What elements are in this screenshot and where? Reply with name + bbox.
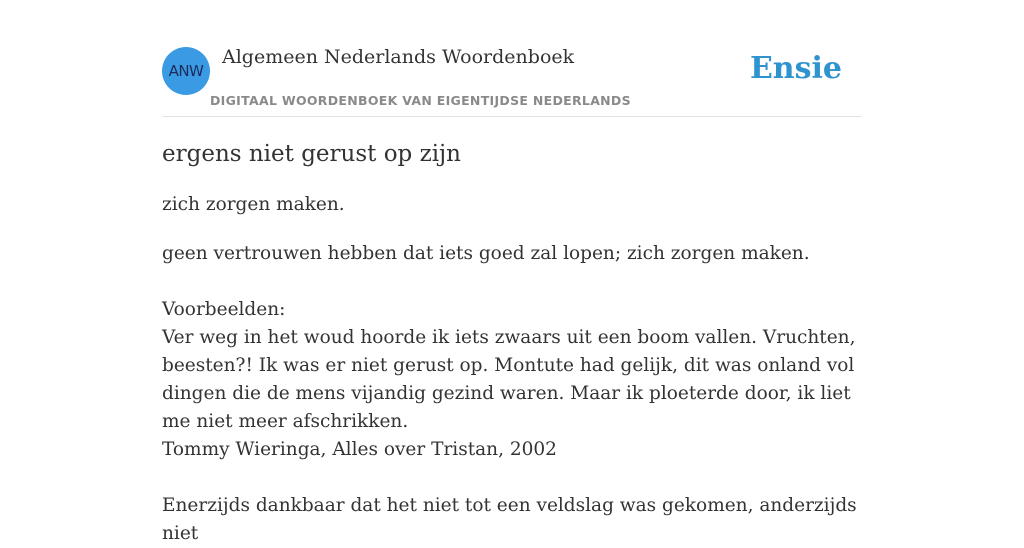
examples-label: Voorbeelden: (162, 299, 286, 320)
spacer (162, 464, 862, 492)
example-text: Enerzijds dankbaar dat het niet tot een veldslag was gekomen, anderzijds niet (162, 495, 857, 544)
site-subtitle: DIGITAAL WOORDENBOEK VAN EIGENTIJDSE NEDERLANDS (210, 93, 631, 108)
ensie-brand-link[interactable]: Ensie (749, 51, 842, 86)
short-definition: zich zorgen maken. (162, 194, 345, 215)
definition-block (162, 240, 862, 548)
spacer (162, 268, 862, 296)
page (162, 0, 862, 544)
site-title[interactable]: Algemeen Nederlands Woordenboek (222, 46, 575, 68)
anw-logo[interactable]: ANW (162, 47, 210, 95)
example-text: Ver weg in het woud hoorde ik iets zwaars uit een boom vallen. Vruchten, beesten?! Ik was er niet gerust op. Montute had gelijk, dit was onland vol dingen die de mens vijandig gezind waren. Maar ik ploeterde door, ik liet me niet meer afschrikken. (162, 327, 856, 432)
example-source: Tommy Wieringa, Alles over Tristan, 2002 (162, 439, 557, 460)
long-definition: geen vertrouwen hebben dat iets goed zal lopen; zich zorgen maken. (162, 243, 810, 264)
site-header (162, 0, 862, 117)
entry-headword: ergens niet gerust op zijn (162, 141, 461, 167)
